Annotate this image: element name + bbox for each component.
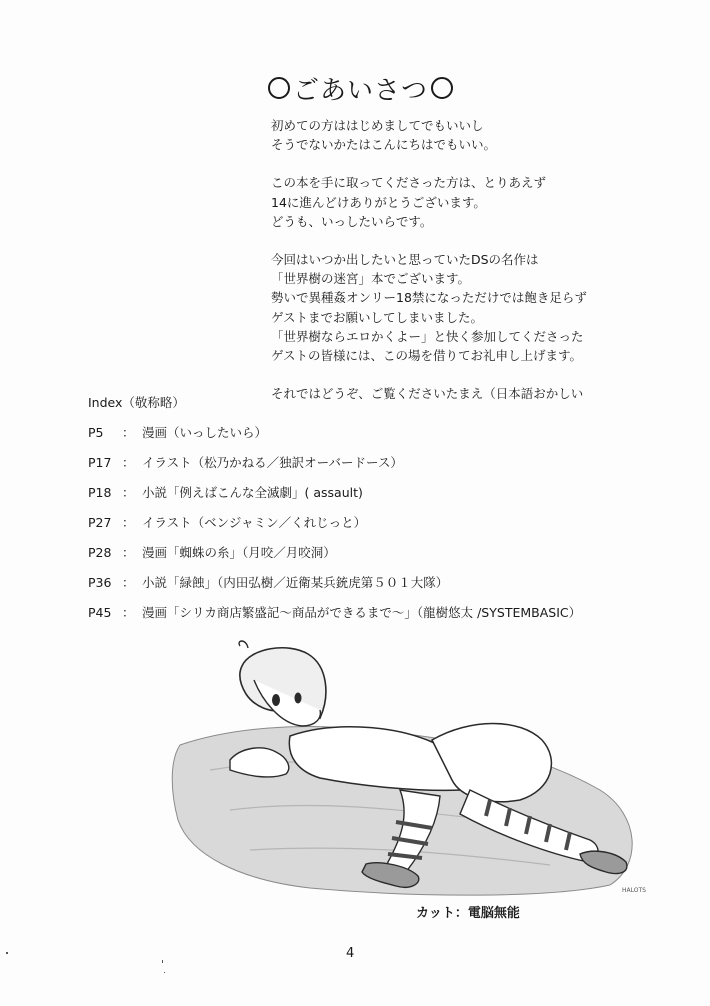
- index-page-number: P18: [88, 485, 112, 500]
- greeting-paragraph: [271, 116, 671, 154]
- scan-speck: [6, 952, 8, 954]
- greeting-line: この本を手に取ってくださった方は、とりあえず: [271, 175, 547, 191]
- index-separator: ：: [122, 575, 135, 590]
- greeting-line: 初めての方ははじめましてでもいいし: [271, 118, 484, 133]
- greeting-line: ゲストまでお願いしてしまいました。: [271, 309, 484, 325]
- index-entry: [88, 602, 581, 623]
- index-entry: [88, 482, 581, 503]
- index-heading: Index（敬称略）: [88, 395, 185, 410]
- greeting-line: 14に進んどけありがとうございます。: [271, 194, 486, 210]
- index-entry-text: 小説「例えばこんな全滅劇」( assault): [142, 485, 363, 500]
- greeting-title: [268, 68, 453, 108]
- index-entry: [88, 422, 581, 443]
- cut-illustration: [170, 640, 650, 900]
- greeting-line: 「世界樹の迷宮」本でございます。: [271, 271, 471, 287]
- index-entry-text: 漫画「蜘蛛の糸」（月咬／月咬洞）: [142, 545, 336, 560]
- index-separator: ：: [122, 605, 135, 620]
- index-separator: ：: [122, 485, 135, 500]
- index-list: [88, 392, 581, 632]
- circle-icon: [431, 77, 453, 99]
- index-page-number: P17: [88, 455, 112, 470]
- scan-speck: [162, 960, 163, 963]
- greeting-paragraph: [271, 173, 671, 231]
- illustration-credit: カット：電脳無能: [416, 906, 520, 921]
- page-number: 4: [346, 946, 355, 961]
- index-entry-text: 小説「緑蝕」（内田弘樹／近衛某兵銃虎第５０１大隊）: [142, 575, 449, 590]
- index-page-number: P45: [88, 605, 112, 620]
- index-separator: ：: [122, 515, 135, 530]
- greeting-line: 勢いで異種姦オンリー18禁になっただけでは飽き足らず: [271, 290, 587, 306]
- greeting-title-text: ごあいさつ: [293, 75, 429, 106]
- index-entry: [88, 452, 581, 473]
- index-page-number: P28: [88, 545, 112, 560]
- greeting-line: それではどうぞ、ご覧くださいたまえ（日本語おかしい: [271, 386, 584, 402]
- index-page-number: P5: [88, 425, 104, 440]
- index-entry-text: イラスト（松乃かねる／独訳オーバードース）: [142, 455, 403, 470]
- greeting-paragraph: [271, 250, 671, 365]
- greeting-line: そうでないかたはこんにちはでもいい。: [271, 137, 497, 153]
- scan-speck: [164, 972, 165, 973]
- index-entry-text: 漫画（いっしたいら）: [142, 425, 268, 440]
- circle-icon: [268, 77, 290, 99]
- index-separator: ：: [122, 545, 135, 560]
- index-separator: ：: [122, 425, 135, 440]
- index-entry: [88, 512, 581, 533]
- index-entry: [88, 542, 581, 563]
- svg-text:HALOTS: HALOTS: [622, 887, 646, 894]
- greeting-line: ゲストの皆様には、この場を借りてお礼申し上げます。: [271, 348, 583, 364]
- index-separator: ：: [122, 455, 135, 470]
- index-page-number: P27: [88, 515, 112, 530]
- index-entry: [88, 572, 581, 593]
- greeting-line: 今回はいつか出したいと思っていたDSの名作は: [271, 252, 539, 268]
- greeting-line: 「世界樹ならエロかくよー」と快く参加してくださった: [271, 328, 584, 344]
- greeting-body: [271, 116, 671, 403]
- index-page-number: P36: [88, 575, 112, 590]
- index-entry-text: イラスト（ベンジャミン／くれじっと）: [142, 515, 367, 530]
- greeting-line: どうも、いっしたいらです。: [271, 213, 433, 229]
- index-entry-text: 漫画「シリカ商店繁盛記～商品ができるまで～」（龍樹悠太 /SYSTEMBASIC）: [142, 605, 582, 620]
